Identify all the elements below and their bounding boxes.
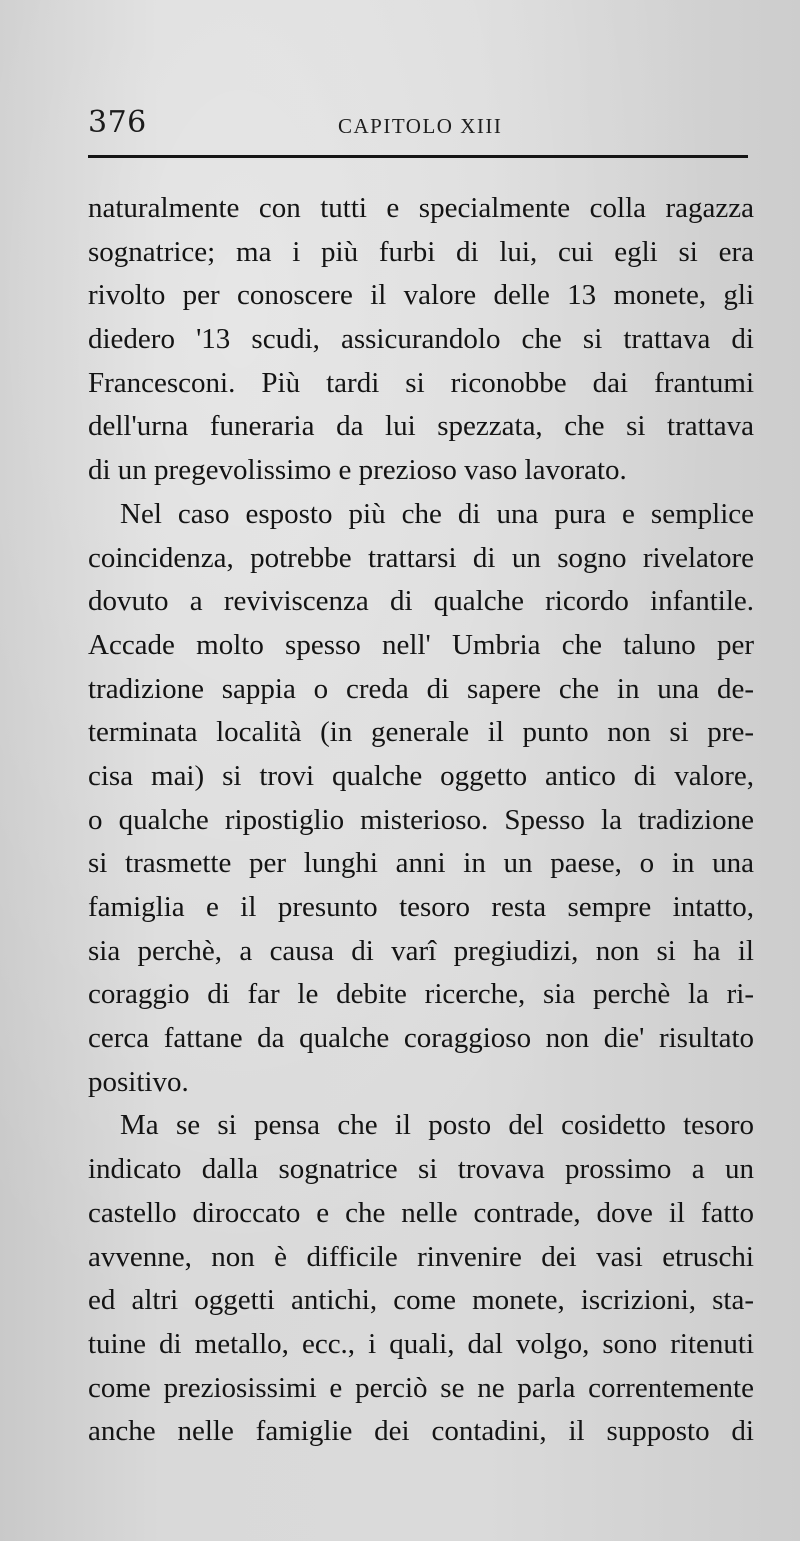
text-line: cisa mai) si trovi qualche oggetto antico di valore, (88, 759, 754, 792)
text-line: terminata località (in generale il punto non si pre- (88, 716, 754, 749)
text-line: castello diroccato e che nelle contrade, dove il fatto (88, 1196, 754, 1229)
text-line: di un pregevolissimo e prezioso vaso lavorato. (88, 454, 627, 487)
text-line: come preziosissimi e perciò se ne parla correntemente (88, 1371, 754, 1404)
text-line: avvenne, non è difficile rinvenire dei vasi etruschi (88, 1240, 754, 1273)
paragraph-3 (88, 1104, 754, 1454)
text-line: Francesconi. Più tardi si riconobbe dai frantumi (88, 366, 754, 399)
page-number: 376 (88, 105, 147, 140)
text-line: coraggio di far le debite ricerche, sia perchè la ri- (88, 978, 754, 1011)
text-line: si trasmette per lunghi anni in un paese, o in una (88, 847, 754, 880)
page-header (88, 105, 748, 145)
running-head: CAPITOLO XIII (338, 114, 503, 138)
text-line: Accade molto spesso nell' Umbria che taluno per (88, 628, 754, 661)
text-line: naturalmente con tutti e specialmente colla ragazza (88, 192, 754, 224)
paragraph-1 (88, 187, 754, 493)
text-line: tuine di metallo, ecc., i quali, dal volgo, sono ritenuti (88, 1327, 754, 1360)
text-line: ed altri oggetti antichi, come monete, iscrizioni, sta- (88, 1284, 754, 1317)
text-line: indicato dalla sognatrice si trovava prossimo a un (88, 1153, 754, 1186)
text-line: cerca fattane da qualche coraggioso non die' risultato (88, 1022, 754, 1055)
text-line: Ma se si pensa che il posto del cosidetto tesoro (120, 1109, 754, 1142)
text-line: rivolto per conoscere il valore delle 13 monete, gli (88, 279, 754, 312)
header-rule (88, 155, 748, 158)
text-line: dovuto a reviviscenza di qualche ricordo infantile. (88, 585, 754, 618)
text-line: coincidenza, potrebbe trattarsi di un sogno rivelatore (88, 541, 754, 574)
text-line: anche nelle famiglie dei contadini, il supposto di (88, 1415, 754, 1448)
text-line: o qualche ripostiglio misterioso. Spesso la tradizione (88, 803, 754, 836)
text-line: Nel caso esposto più che di una pura e semplice (120, 497, 754, 530)
text-line: tradizione sappia o creda di sapere che in una de- (88, 672, 754, 705)
text-line: sognatrice; ma i più furbi di lui, cui egli si era (88, 235, 754, 268)
paragraph-2 (88, 493, 754, 1105)
text-line: diedero '13 scudi, assicurandolo che si trattava di (88, 323, 754, 356)
text-line: sia perchè, a causa di varî pregiudizi, non si ha il (88, 934, 754, 967)
text-line: positivo. (88, 1065, 189, 1098)
body-text (88, 187, 754, 1454)
text-line: famiglia e il presunto tesoro resta sempre intatto, (88, 891, 754, 923)
text-line: dell'urna funeraria da lui spezzata, che si trattava (88, 410, 754, 443)
